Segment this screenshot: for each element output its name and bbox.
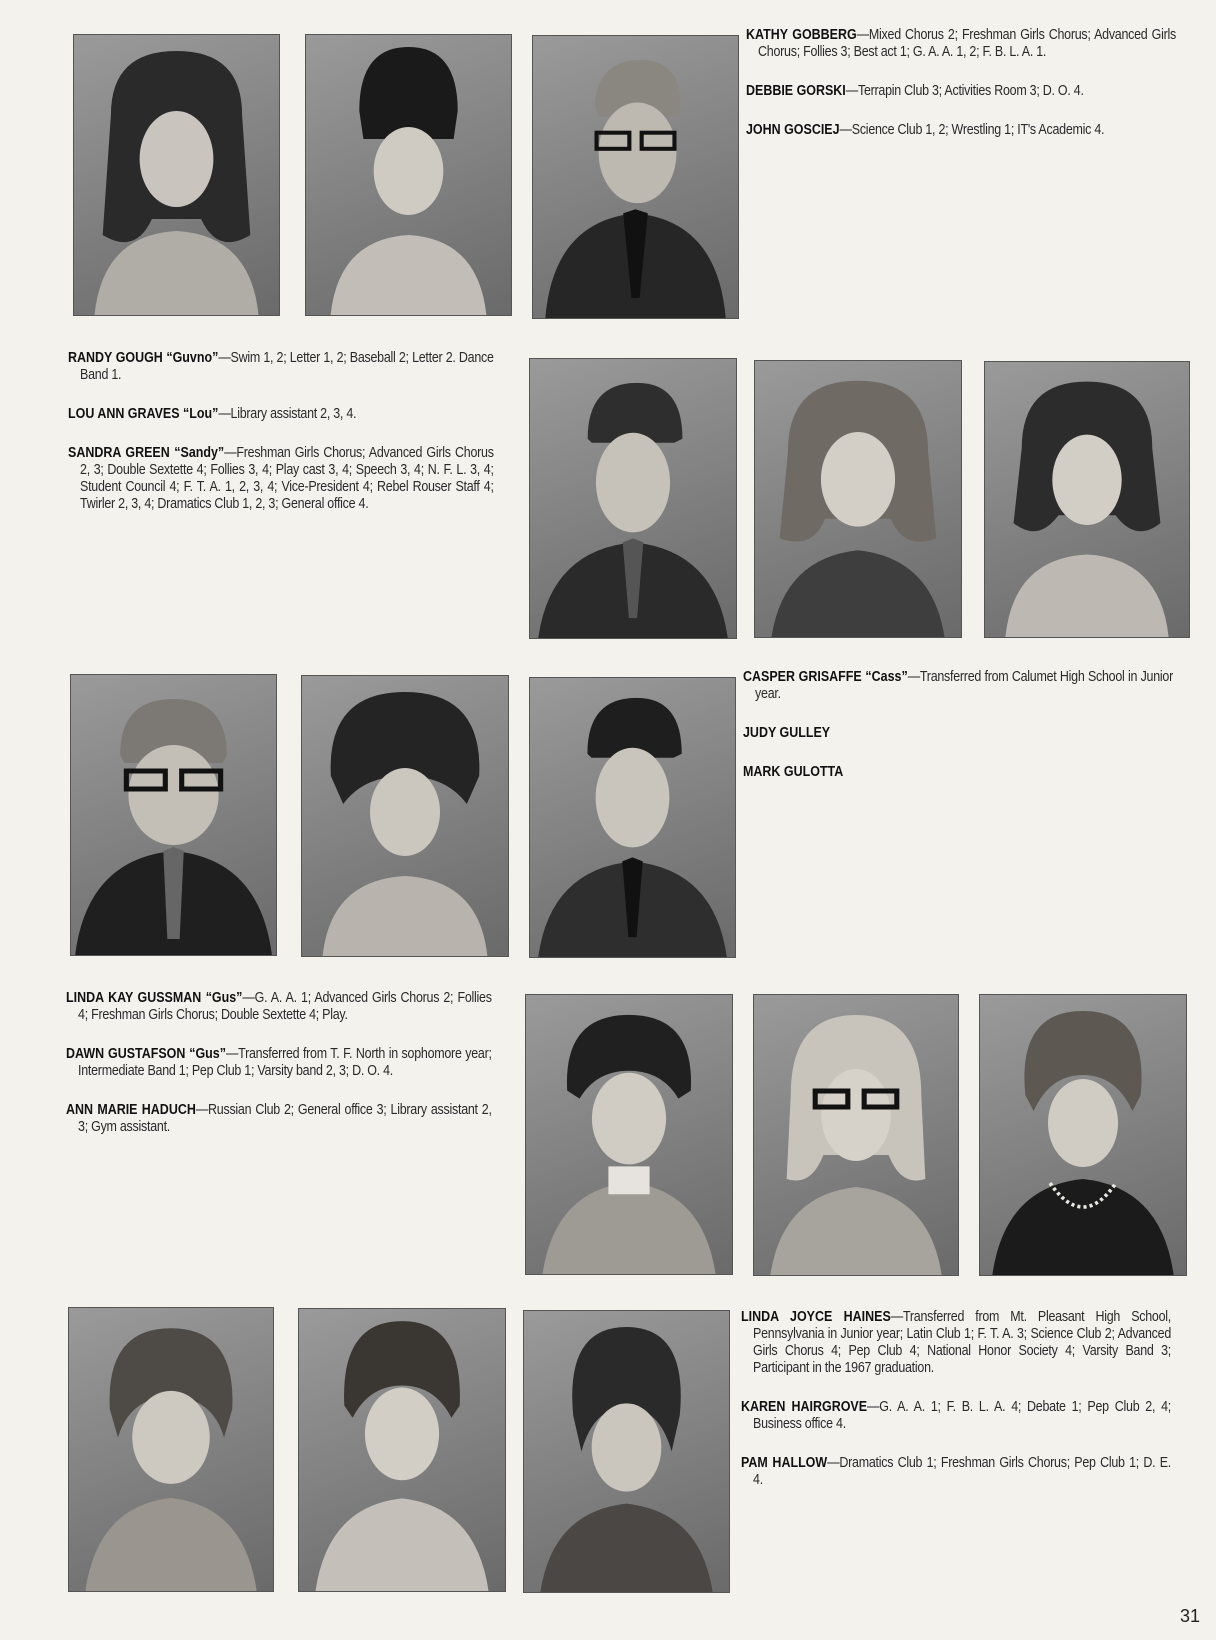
student-name: LINDA JOYCE HAINES [741,1309,891,1325]
student-bio [741,1399,1171,1433]
bio-group [66,990,492,1158]
student-bio [68,445,494,513]
portrait-photo [529,358,737,639]
student-name: LINDA KAY GUSSMAN “Gus” [66,990,243,1006]
student-bio [746,27,1176,61]
student-bio [746,122,1176,139]
student-name: CASPER GRISAFFE “Cass” [743,669,908,685]
portrait-photo [301,675,509,957]
portrait-photo [979,994,1187,1276]
student-name: DEBBIE GORSKI [746,83,846,99]
student-bio [741,1309,1171,1377]
student-activities: —Dramatics Club 1; Freshman Girls Chorus; Pep Club 1; D. E. 4. [753,1455,1172,1488]
student-name: DAWN GUSTAFSON “Gus” [66,1046,226,1062]
portrait-photo [984,361,1190,638]
portrait-photo [68,1307,274,1592]
portrait-photo [523,1310,730,1593]
student-bio [743,764,1173,781]
portrait-photo [305,34,512,316]
student-bio [66,1046,492,1080]
student-bio [743,725,1173,742]
student-activities: —Library assistant 2, 3, 4. [218,406,357,422]
bio-group [743,669,1173,803]
page-number: 31 [1180,1606,1201,1626]
portrait-photo [532,35,739,319]
student-activities: —Transferred from Mt. Pleasant High School, Pennsylvania in Junior year; Latin Club 1; F. T. A. 3; Science Club 2; Advanced Girls Chorus 4; Pep Club 4; National Honor Society 4; Varsity Band 3; Participant in the 1967 graduation. [753,1309,1172,1376]
student-bio [743,669,1173,703]
portrait-photo [70,674,277,956]
student-activities: —Transferred from T. F. North in sophomore year; Intermediate Band 1; Pep Club 1; Varsity band 2, 3; D. O. 4. [78,1046,492,1079]
student-name: SANDRA GREEN “Sandy” [68,445,225,461]
bio-group [68,350,494,535]
student-name: JUDY GULLEY [743,725,831,741]
portrait-photo [753,994,959,1276]
student-activities: —Transferred from Calumet High School in Junior year. [755,669,1173,702]
bio-group [746,27,1176,161]
student-activities: —Mixed Chorus 2; Freshman Girls Chorus; Advanced Girls Chorus; Follies 3; Best act 1; G. A. A. 1, 2; F. B. L. A. 1. [758,27,1176,60]
student-activities: —Freshman Girls Chorus; Advanced Girls Chorus 2, 3; Double Sextette 4; Follies 3, 4; Play cast 3, 4; Speech 3, 4; N. F. L. 3, 4; Student Council 4; F. T. A. 1, 2, 3, 4; Vice-President 4; Rebel Rouser Staff 4; Twirler 2, 3, 4; Dramatics Club 1, 2, 3; General office 4. [80,445,494,512]
student-activities: —G. A. A. 1; Advanced Girls Chorus 2; Follies 4; Freshman Girls Chorus; Double Sextette 4; Play. [78,990,492,1023]
student-name: MARK GULOTTA [743,764,844,780]
student-bio [66,990,492,1024]
portrait-photo [529,677,736,958]
student-bio [66,1102,492,1136]
student-bio [741,1455,1171,1489]
student-activities: —Science Club 1, 2; Wrestling 1; IT's Academic 4. [839,122,1105,138]
student-activities: —Swim 1, 2; Letter 1, 2; Baseball 2; Letter 2. Dance Band 1. [80,350,494,383]
student-name: RANDY GOUGH “Guvno” [68,350,219,366]
student-activities: —G. A. A. 1; F. B. L. A. 4; Debate 1; Pep Club 2, 4; Business office 4. [753,1399,1171,1432]
bio-group [741,1309,1171,1511]
student-bio [746,83,1176,100]
student-activities: —Terrapin Club 3; Activities Room 3; D. O. 4. [845,83,1084,99]
student-name: LOU ANN GRAVES “Lou” [68,406,219,422]
student-bio [68,406,494,423]
student-name: PAM HALLOW [741,1455,828,1471]
student-name: JOHN GOSCIEJ [746,122,840,138]
student-activities: —Russian Club 2; General office 3; Library assistant 2, 3; Gym assistant. [78,1102,492,1135]
student-bio [68,350,494,384]
student-name: KATHY GOBBERG [746,27,857,43]
student-name: KAREN HAIRGROVE [741,1399,868,1415]
portrait-photo [298,1308,506,1592]
portrait-photo [73,34,280,316]
portrait-photo [754,360,962,638]
portrait-photo [525,994,733,1275]
student-name: ANN MARIE HADUCH [66,1102,196,1118]
